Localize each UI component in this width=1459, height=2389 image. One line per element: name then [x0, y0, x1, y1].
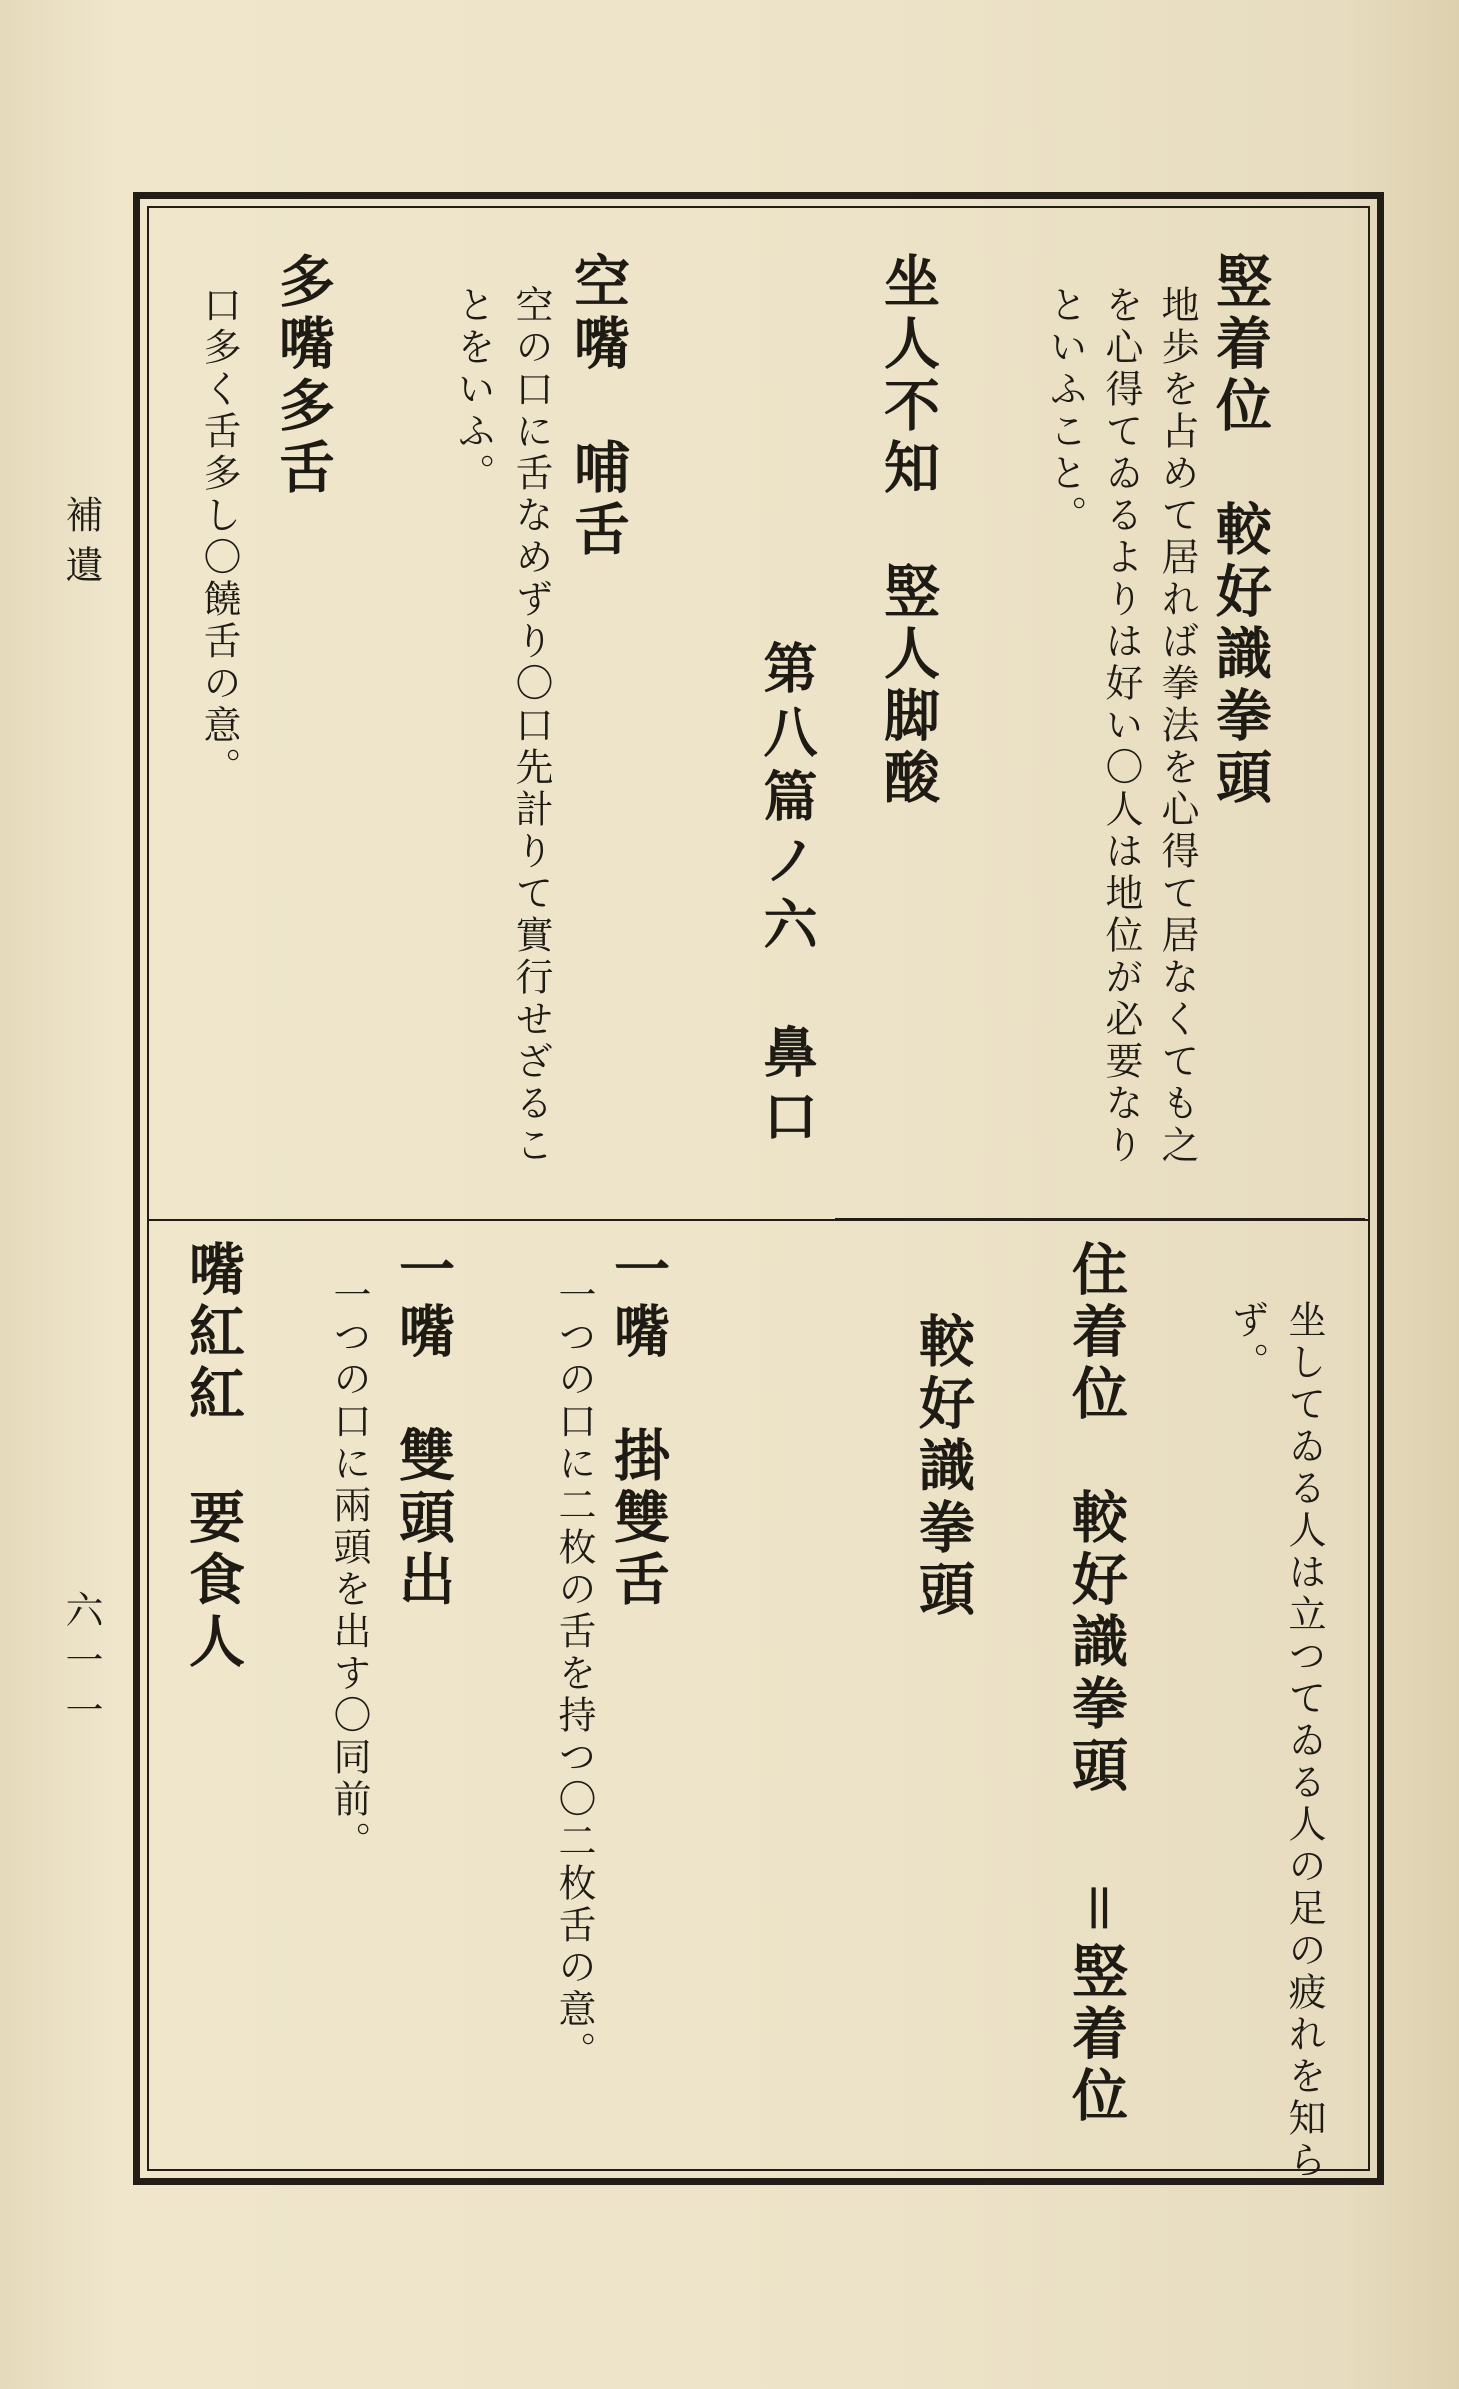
entry1-heading: 竪着位 較好識拳頭 [1207, 252, 1273, 810]
section-title: 第八篇ノ六 鼻口 [755, 640, 819, 1152]
running-head: 補遺 [59, 495, 103, 595]
page-number: 六一一 [59, 1590, 103, 1740]
entry7-gloss: 一つの口に兩頭を出す〇同前。 [327, 1275, 371, 1863]
continued-gloss-line1: 坐してゐる人は立つてゐる人の足の疲れを知ら [1282, 1300, 1326, 2182]
entry1-gloss-line3: といふこと。 [1043, 285, 1087, 537]
entry6-heading: 一嘴 掛雙舌 [605, 1240, 671, 1612]
entry5-heading-cont: 較好識拳頭 [910, 1312, 976, 1622]
section-divider [835, 1218, 1365, 1220]
entry4-heading: 多嘴多舌 [270, 252, 336, 500]
entry5-heading: 住着位 較好識拳頭 [1063, 1240, 1129, 1798]
entry3-gloss-line1: 空の口に舌なめずり〇口先計りて實行せざるこ [509, 285, 553, 1167]
entry3-gloss-line2: とをいふ。 [451, 285, 495, 495]
continued-gloss-line2: ず。 [1225, 1300, 1269, 1384]
entry2-heading: 坐人不知 竪人脚酸 [875, 252, 941, 810]
entry3-heading: 空嘴 哺舌 [565, 252, 631, 562]
entry4-gloss: 口多く舌多し〇饒舌の意。 [197, 285, 241, 789]
entry1-gloss-line1: 地歩を占めて居れば拳法を心得て居なくても之 [1155, 285, 1199, 1167]
entry7-heading: 一嘴 雙頭出 [390, 1240, 456, 1612]
entry8-heading: 嘴紅紅 要食人 [180, 1240, 246, 1674]
entry5-heading-variant: ＝竪着位 [1063, 1880, 1129, 2128]
entry6-gloss: 一つの口に二枚の舌を持つ〇二枚舌の意。 [552, 1275, 596, 2073]
entry1-gloss-line2: を心得てゐるよりは好い〇人は地位が必要なり [1099, 285, 1143, 1167]
